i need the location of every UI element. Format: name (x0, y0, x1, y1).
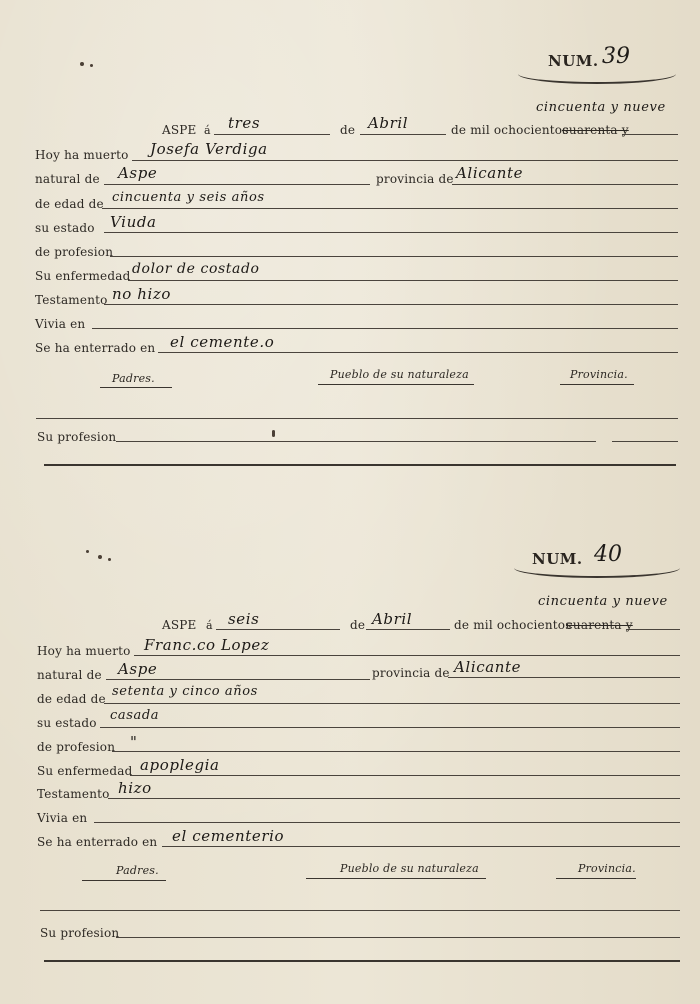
day-line (216, 629, 340, 630)
number-flourish (518, 74, 676, 84)
padres-underline (82, 880, 166, 881)
testamento-line (104, 304, 678, 305)
provincia-label: provincia de (376, 172, 454, 186)
year-correction: cincuenta y nueve (538, 594, 668, 609)
ink-spot (108, 558, 111, 561)
natural-label: natural de (37, 668, 102, 682)
estado-label: su estado (35, 221, 95, 235)
provincia-line (448, 677, 680, 678)
provincia-value: Alicante (456, 164, 524, 182)
testamento-value: no hizo (112, 285, 172, 303)
edad-value: cincuenta y seis años (112, 190, 265, 205)
month-value: Abril (368, 114, 409, 132)
month-line (360, 134, 446, 135)
year-correction: cincuenta y nueve (536, 100, 666, 115)
testamento-label: Testamento (35, 293, 108, 307)
estado-line (104, 232, 678, 233)
ink-spot (98, 555, 102, 559)
vivia-line (94, 822, 680, 823)
record-end-line (44, 960, 680, 962)
de-label: de (350, 618, 366, 632)
day-line (214, 134, 330, 135)
provincia-col-label: Provincia. (570, 368, 628, 381)
enterrado-line (158, 352, 678, 353)
edad-line (104, 703, 680, 704)
year-prefix: de mil ochocientos (451, 123, 569, 137)
ink-spot (86, 550, 89, 553)
su-profesion-label: Su profesion (37, 430, 117, 444)
enfermedad-line (128, 280, 678, 281)
record-end-line (44, 464, 676, 466)
day-value: tres (228, 114, 261, 132)
enterrado-value: el cementerio (172, 827, 285, 845)
enterrado-value: el cemente.o (170, 333, 275, 351)
provincia-col-underline (556, 878, 636, 879)
enfermedad-value: dolor de costado (132, 261, 260, 277)
natural-value: Aspe (118, 164, 158, 182)
record-number-value: 39 (602, 44, 630, 69)
pueblo-underline (318, 384, 474, 385)
estado-label: su estado (37, 716, 97, 730)
name-value: Josefa Verdiga (150, 140, 268, 158)
estado-line (100, 727, 680, 728)
year-prefix: de mil ochocientos (454, 618, 572, 632)
provincia-col-label: Provincia. (578, 862, 636, 875)
hoy-label: Hoy ha muerto (37, 644, 131, 658)
profesion-line (112, 751, 680, 752)
edad-label: de edad de (37, 692, 106, 706)
provincia-label: provincia de (372, 666, 450, 680)
edad-line (102, 208, 678, 209)
enfermedad-line (130, 775, 680, 776)
year-struck: cuarenta y (566, 618, 633, 632)
enfermedad-label: Su enfermedad (35, 269, 131, 283)
enfermedad-value: apoplegia (140, 756, 220, 774)
pueblo-underline (306, 878, 486, 879)
su-profesion-line (116, 937, 680, 938)
hoy-label: Hoy ha muerto (35, 148, 129, 162)
padres-underline (100, 387, 172, 388)
ink-spot (80, 62, 84, 66)
year-struck: cuarenta y (562, 123, 629, 137)
ink-spot (90, 64, 93, 67)
provincia-value: Alicante (454, 658, 522, 676)
enfermedad-label: Su enfermedad (37, 764, 133, 778)
month-line (366, 629, 450, 630)
name-line (132, 160, 678, 161)
provincia-line (452, 184, 678, 185)
profesion-label: de profesion (35, 245, 114, 259)
su-profesion-label: Su profesion (40, 926, 120, 940)
natural-line (104, 184, 370, 185)
enterrado-label: Se ha enterrado en (37, 835, 158, 849)
vivia-label: Vivia en (37, 811, 88, 825)
a-label: á (204, 124, 211, 137)
name-value: Franc.co Lopez (144, 636, 270, 654)
natural-value: Aspe (118, 660, 158, 678)
aspe-label: ASPE (162, 618, 197, 632)
profesion-line (110, 256, 678, 257)
record-number-value: 40 (594, 542, 622, 567)
pueblo-label: Pueblo de su naturaleza (340, 862, 479, 875)
aspe-label: ASPE (162, 123, 197, 137)
padres-entry-line (40, 910, 680, 911)
record-number-label: NUM. (548, 52, 599, 70)
padres-label: Padres. (112, 372, 155, 385)
estado-value: casada (110, 708, 160, 723)
pueblo-label: Pueblo de su naturaleza (330, 368, 469, 381)
natural-label: natural de (35, 172, 100, 186)
padres-label: Padres. (116, 864, 159, 877)
testamento-value: hizo (118, 779, 152, 797)
testamento-line (108, 798, 680, 799)
de-label: de (340, 123, 356, 137)
year-line (626, 629, 680, 630)
number-flourish (514, 568, 680, 578)
record-number-label: NUM. (532, 550, 583, 568)
name-line (134, 655, 680, 656)
vivia-label: Vivia en (35, 317, 86, 331)
month-value: Abril (372, 610, 413, 628)
estado-value: Viuda (110, 213, 157, 231)
provincia-col-underline (560, 384, 634, 385)
enterrado-label: Se ha enterrado en (35, 341, 156, 355)
padres-entry-line (36, 418, 678, 419)
edad-label: de edad de (35, 197, 104, 211)
ink-mark (272, 430, 275, 437)
profesion-value: " (130, 733, 138, 751)
profesion-label: de profesion (37, 740, 116, 754)
enterrado-line (162, 846, 680, 847)
testamento-label: Testamento (37, 787, 110, 801)
a-label: á (206, 619, 213, 632)
vivia-line (92, 328, 678, 329)
year-line (622, 134, 678, 135)
natural-line (106, 679, 370, 680)
day-value: seis (228, 610, 260, 628)
su-profesion-line-end (612, 441, 678, 442)
edad-value: setenta y cinco años (112, 684, 258, 699)
su-profesion-line (116, 441, 596, 442)
